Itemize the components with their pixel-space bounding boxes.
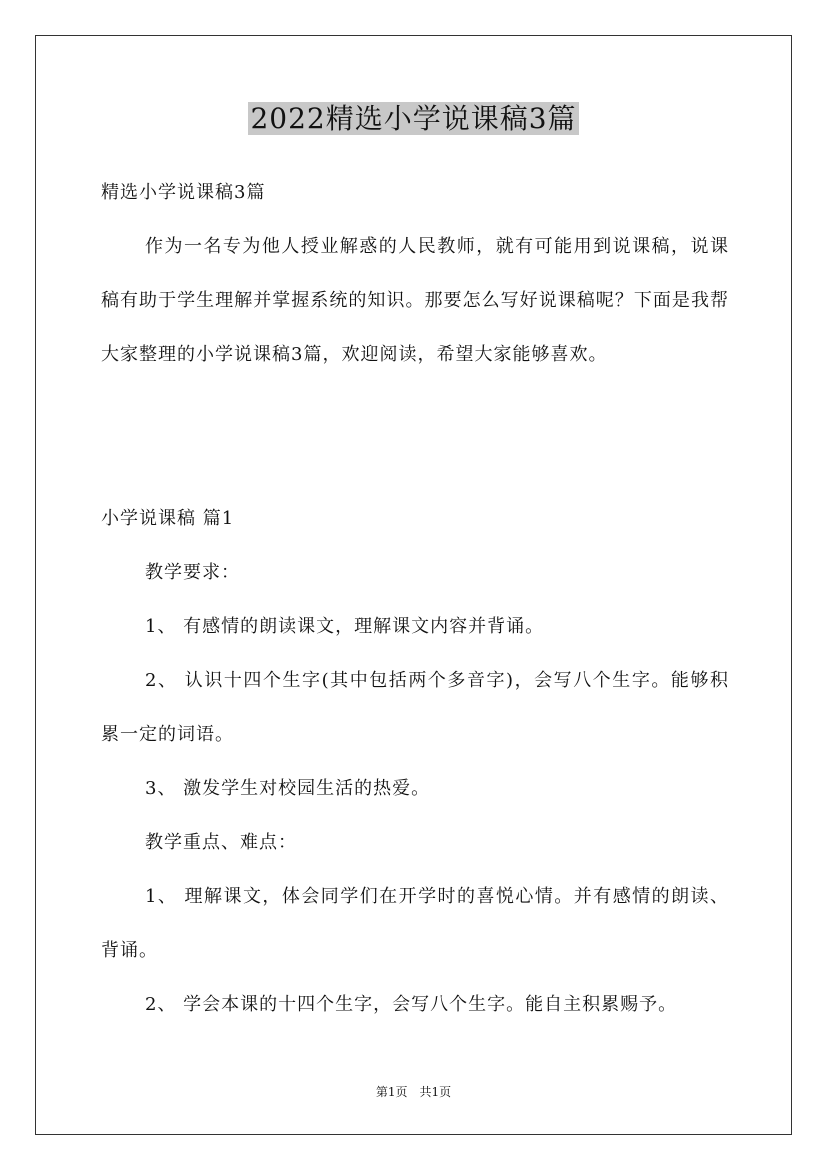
subtitle: 精选小学说课稿3篇 [101,182,266,203]
page-footer: 第1页 共1页 [375,1085,452,1099]
requirement-item: 2、 认识十四个生字(其中包括两个多音字)，会写八个生字。能够积累一定的词语。 [101,670,729,745]
intro-paragraph: 作为一名专为他人授业解惑的人民教师，就有可能用到说课稿，说课稿有助于学生理解并掌握系统的知识。那要怎么写好说课稿呢？下面是我帮大家整理的小学说课稿3篇，欢迎阅读，希望大家能够喜欢。 [101,236,729,365]
section-heading: 小学说课稿 篇1 [101,508,235,529]
requirement-item: 3、 激发学生对校园生活的热爱。 [145,778,431,799]
requirements-heading: 教学要求： [145,562,240,583]
key-point-item: 2、 学会本课的十四个生字，会写八个生字。能自主积累赐予。 [145,994,678,1015]
document-title-wrap [0,100,827,138]
document-title: 2022精选小学说课稿3篇 [250,102,577,135]
key-points-heading: 教学重点、难点： [145,832,297,853]
key-point-item: 1、 理解课文，体会同学们在开学时的喜悦心情。并有感情的朗读、背诵。 [101,886,729,961]
requirement-item: 1、 有感情的朗读课文，理解课文内容并背诵。 [145,616,545,637]
